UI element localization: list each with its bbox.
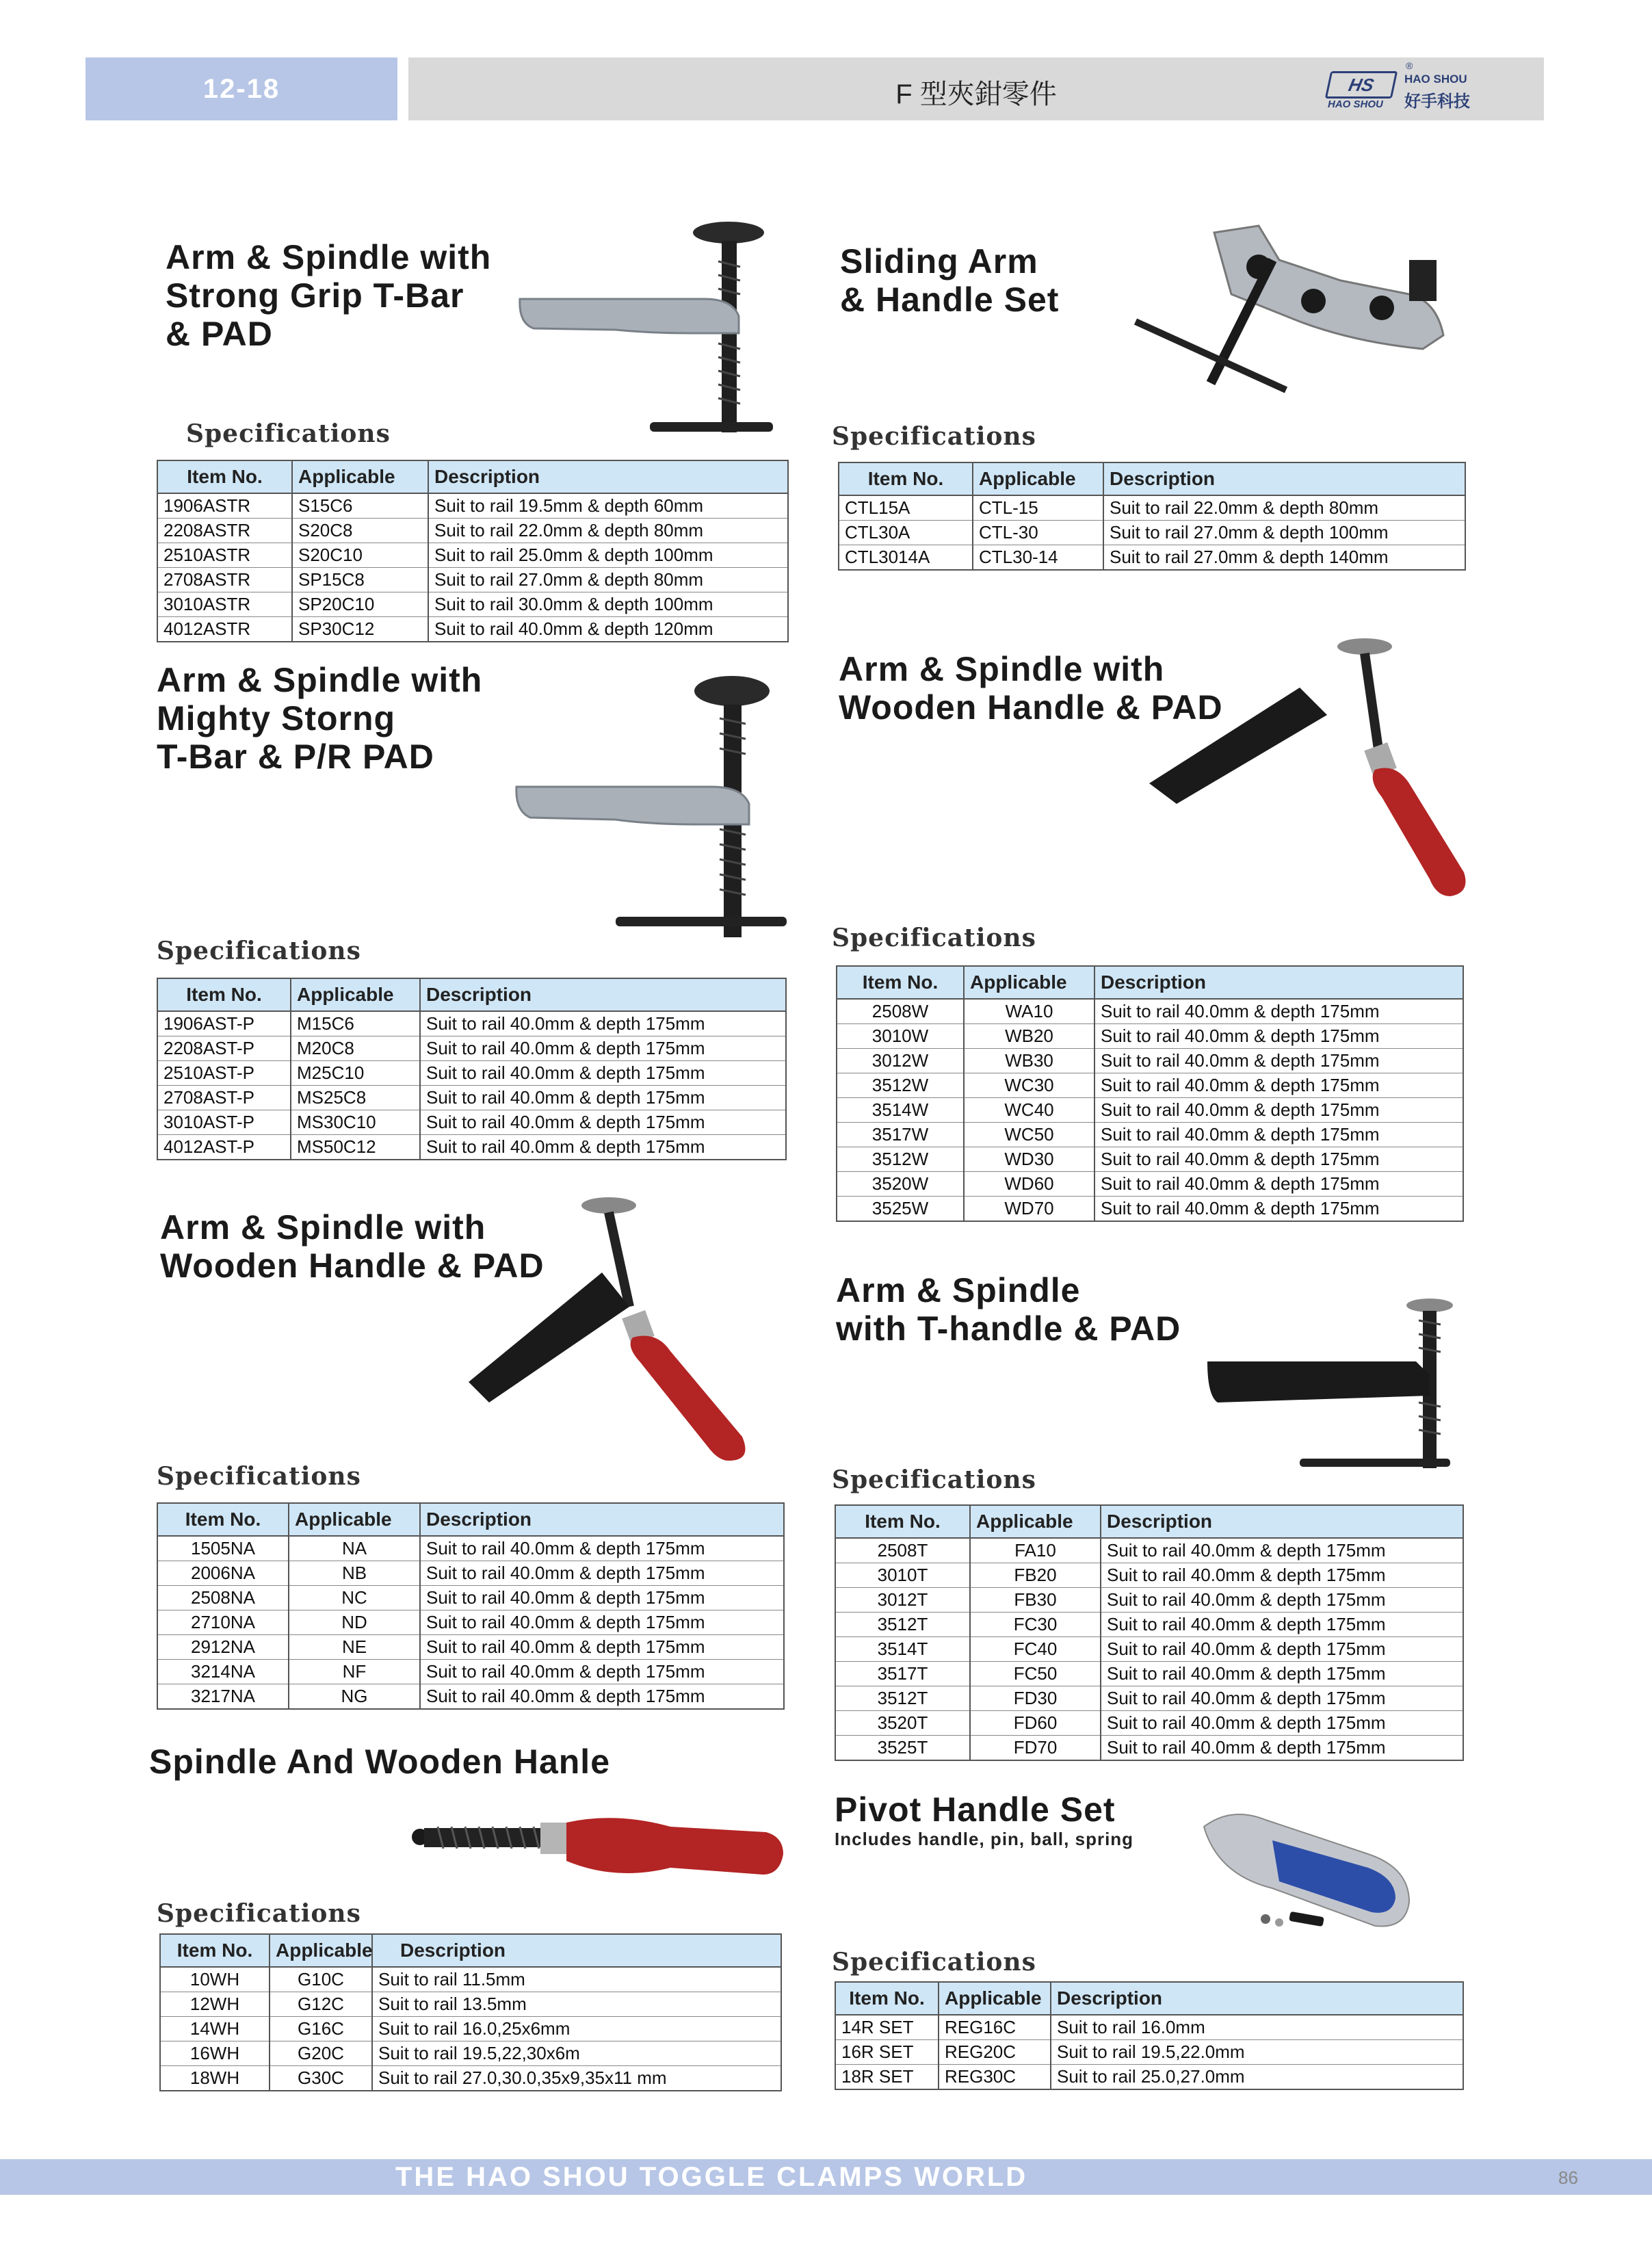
description-cell: Suit to rail 25.0,27.0mm <box>1051 2065 1463 2090</box>
description-cell: Suit to rail 40.0mm & depth 175mm <box>420 1635 784 1660</box>
description-cell: Suit to rail 40.0mm & depth 175mm <box>420 1586 784 1610</box>
description-cell: Suit to rail 40.0mm & depth 175mm <box>420 1660 784 1684</box>
section-title: Sliding Arm & Handle Set <box>840 242 1060 319</box>
applicable-cell: FB20 <box>970 1563 1101 1588</box>
table-row <box>157 617 788 642</box>
item-no-cell: 16R SET <box>835 2040 939 2065</box>
col-header-description: Description <box>372 1934 781 1967</box>
description-cell: Suit to rail 27.0mm & depth 100mm <box>1103 521 1465 545</box>
section-note: Includes handle, pin, ball, spring <box>835 1829 1134 1849</box>
description-cell: Suit to rail 40.0mm & depth 175mm <box>420 1610 784 1635</box>
item-no-cell: 18WH <box>160 2066 270 2091</box>
item-no-cell: 3010W <box>837 1024 964 1049</box>
description-cell: Suit to rail 40.0mm & depth 175mm <box>420 1536 784 1561</box>
item-no-cell: CTL3014A <box>839 545 973 571</box>
item-no-cell: 2006NA <box>157 1561 289 1586</box>
col-header-description: Description <box>1103 462 1465 495</box>
col-header-item: Item No. <box>157 1503 289 1536</box>
table-row <box>157 493 788 519</box>
item-no-cell: 3217NA <box>157 1684 289 1710</box>
table-row <box>157 1011 786 1036</box>
section-title: Spindle And Wooden Hanle <box>149 1743 610 1781</box>
col-header-description: Description <box>420 978 786 1011</box>
item-no-cell: 2208ASTR <box>157 519 292 543</box>
description-cell: Suit to rail 40.0mm & depth 175mm <box>1101 1711 1463 1736</box>
item-no-cell: CTL15A <box>839 495 973 521</box>
description-cell: Suit to rail 40.0mm & depth 175mm <box>1101 1662 1463 1686</box>
spec-table <box>159 1933 782 2091</box>
item-no-cell: 2708ASTR <box>157 568 292 592</box>
description-cell: Suit to rail 40.0mm & depth 175mm <box>1101 1588 1463 1613</box>
applicable-cell: REG20C <box>939 2040 1051 2065</box>
table-row <box>835 1686 1463 1711</box>
item-no-cell: 3517W <box>837 1123 964 1147</box>
item-no-cell: 3010AST-P <box>157 1110 291 1135</box>
table-row <box>835 2040 1463 2065</box>
table-row <box>160 1992 781 2017</box>
section-title: Arm & Spindle with Mighty Storng T-Bar & P/R PAD <box>157 661 483 776</box>
col-header-item: Item No. <box>160 1934 270 1967</box>
table-row <box>835 1613 1463 1637</box>
table-row <box>837 1147 1463 1172</box>
applicable-cell: NC <box>289 1586 420 1610</box>
description-cell: Suit to rail 25.0mm & depth 100mm <box>428 543 788 568</box>
table-row <box>835 1711 1463 1736</box>
sliding-arm-image <box>1053 219 1450 404</box>
spec-label: Specifications <box>832 1465 1036 1494</box>
table-row <box>160 1967 781 1992</box>
table-row <box>157 1135 786 1160</box>
table-row <box>157 1610 784 1635</box>
description-cell: Suit to rail 40.0mm & depth 175mm <box>1101 1538 1463 1563</box>
table-row <box>157 519 788 543</box>
description-cell: Suit to rail 27.0mm & depth 80mm <box>428 568 788 592</box>
description-cell: Suit to rail 40.0mm & depth 175mm <box>420 1061 786 1086</box>
applicable-cell: S15C6 <box>292 493 428 519</box>
item-no-cell: 12WH <box>160 1992 270 2017</box>
spindle-wooden-handle-image <box>410 1813 787 1888</box>
item-no-cell: 2708AST-P <box>157 1086 291 1110</box>
description-cell: Suit to rail 11.5mm <box>372 1967 781 1992</box>
item-no-cell: CTL30A <box>839 521 973 545</box>
col-header-item: Item No. <box>839 462 973 495</box>
applicable-cell: FC30 <box>970 1613 1101 1637</box>
table-row <box>157 1635 784 1660</box>
applicable-cell: CTL-30 <box>973 521 1103 545</box>
col-header-applicable: Applicable <box>289 1503 420 1536</box>
table-row <box>160 2066 781 2091</box>
col-header-description: Description <box>1051 1982 1463 2015</box>
applicable-cell: SP20C10 <box>292 592 428 617</box>
applicable-cell: CTL-15 <box>973 495 1103 521</box>
table-row <box>839 495 1465 521</box>
spec-table <box>835 1981 1464 2090</box>
description-cell: Suit to rail 40.0mm & depth 175mm <box>420 1684 784 1710</box>
col-header-applicable: Applicable <box>973 462 1103 495</box>
spec-label: Specifications <box>157 937 361 965</box>
item-no-cell: 2710NA <box>157 1610 289 1635</box>
item-no-cell: 2510AST-P <box>157 1061 291 1086</box>
table-row <box>837 1024 1463 1049</box>
table-row <box>835 2065 1463 2090</box>
item-no-cell: 3520W <box>837 1172 964 1197</box>
spec-label: Specifications <box>832 422 1036 451</box>
applicable-cell: S20C10 <box>292 543 428 568</box>
section-title: Arm & Spindle with Strong Grip T-Bar & PAD <box>166 238 492 353</box>
col-header-item: Item No. <box>835 1505 970 1538</box>
description-cell: Suit to rail 40.0mm & depth 175mm <box>1094 1098 1463 1123</box>
item-no-cell: 3525T <box>835 1736 970 1761</box>
table-row <box>837 1049 1463 1073</box>
description-cell: Suit to rail 40.0mm & depth 175mm <box>1101 1736 1463 1761</box>
applicable-cell: FD60 <box>970 1711 1101 1736</box>
t-bar-pr-clamp-image <box>513 670 800 958</box>
applicable-cell: REG16C <box>939 2015 1051 2040</box>
table-row <box>157 1536 784 1561</box>
applicable-cell: G30C <box>270 2066 372 2091</box>
applicable-cell: NB <box>289 1561 420 1586</box>
spec-label: Specifications <box>186 419 391 448</box>
item-no-cell: 3517T <box>835 1662 970 1686</box>
table-row <box>157 568 788 592</box>
applicable-cell: FD70 <box>970 1736 1101 1761</box>
spec-table <box>157 978 787 1160</box>
table-row <box>839 545 1465 571</box>
applicable-cell: REG30C <box>939 2065 1051 2090</box>
col-header-applicable: Applicable <box>291 978 420 1011</box>
item-no-cell: 1906AST-P <box>157 1011 291 1036</box>
item-no-cell: 16WH <box>160 2041 270 2066</box>
table-row <box>837 999 1463 1024</box>
description-cell: Suit to rail 22.0mm & depth 80mm <box>1103 495 1465 521</box>
description-cell: Suit to rail 16.0mm <box>1051 2015 1463 2040</box>
wooden-handle-clamp-image <box>1149 626 1478 906</box>
item-no-cell: 2912NA <box>157 1635 289 1660</box>
description-cell: Suit to rail 40.0mm & depth 175mm <box>1094 1024 1463 1049</box>
item-no-cell: 2508NA <box>157 1586 289 1610</box>
spec-table <box>838 462 1466 571</box>
logo-sub: HAO SHOU <box>1328 99 1383 110</box>
item-no-cell: 3514W <box>837 1098 964 1123</box>
applicable-cell: WD60 <box>964 1172 1094 1197</box>
description-cell: Suit to rail 40.0mm & depth 175mm <box>1101 1637 1463 1662</box>
applicable-cell: M15C6 <box>291 1011 420 1036</box>
applicable-cell: WB20 <box>964 1024 1094 1049</box>
spec-label: Specifications <box>832 924 1036 952</box>
header-bar <box>408 57 1544 120</box>
section-title: Arm & Spindle with T-handle & PAD <box>836 1271 1181 1348</box>
item-no-cell: 3214NA <box>157 1660 289 1684</box>
col-header-item: Item No. <box>157 978 291 1011</box>
item-no-cell: 3520T <box>835 1711 970 1736</box>
description-cell: Suit to rail 19.5,22,30x6m <box>372 2041 781 2066</box>
description-cell: Suit to rail 40.0mm & depth 175mm <box>1094 1073 1463 1098</box>
applicable-cell: M20C8 <box>291 1036 420 1061</box>
spec-label: Specifications <box>157 1462 361 1491</box>
description-cell: Suit to rail 40.0mm & depth 175mm <box>1094 1147 1463 1172</box>
item-no-cell: 3012W <box>837 1049 964 1073</box>
col-header-description: Description <box>420 1503 784 1536</box>
item-no-cell: 2510ASTR <box>157 543 292 568</box>
description-cell: Suit to rail 40.0mm & depth 175mm <box>1094 999 1463 1024</box>
page-title: F 型夾鉗零件 <box>895 79 1057 109</box>
applicable-cell: FC50 <box>970 1662 1101 1686</box>
t-bar-clamp-image <box>513 213 780 439</box>
spec-table <box>157 1502 785 1710</box>
table-row <box>835 2015 1463 2040</box>
col-header-applicable: Applicable <box>964 966 1094 999</box>
applicable-cell: ND <box>289 1610 420 1635</box>
col-header-applicable: Applicable <box>970 1505 1101 1538</box>
item-no-cell: 4012ASTR <box>157 617 292 642</box>
description-cell: Suit to rail 40.0mm & depth 175mm <box>420 1086 786 1110</box>
table-row <box>157 1061 786 1086</box>
table-row <box>835 1588 1463 1613</box>
spec-table <box>157 460 789 642</box>
description-cell: Suit to rail 40.0mm & depth 175mm <box>420 1561 784 1586</box>
spec-label: Specifications <box>832 1948 1036 1976</box>
section-title: Arm & Spindle with Wooden Handle & PAD <box>160 1208 545 1285</box>
footer-bar <box>0 2159 1652 2195</box>
item-no-cell: 3525W <box>837 1197 964 1222</box>
description-cell: Suit to rail 40.0mm & depth 175mm <box>1101 1563 1463 1588</box>
item-no-cell: 2208AST-P <box>157 1036 291 1061</box>
description-cell: Suit to rail 40.0mm & depth 175mm <box>1101 1613 1463 1637</box>
applicable-cell: FD30 <box>970 1686 1101 1711</box>
applicable-cell: SP15C8 <box>292 568 428 592</box>
applicable-cell: MS25C8 <box>291 1086 420 1110</box>
table-row <box>837 1172 1463 1197</box>
logo-brand-en: HAO SHOU <box>1404 73 1467 86</box>
item-no-cell: 3512T <box>835 1613 970 1637</box>
logo-mark: HS <box>1325 71 1398 99</box>
applicable-cell: WD30 <box>964 1147 1094 1172</box>
col-header-applicable: Applicable <box>292 460 428 493</box>
col-header-item: Item No. <box>157 460 292 493</box>
table-row <box>837 1098 1463 1123</box>
applicable-cell: FB30 <box>970 1588 1101 1613</box>
logo-brand-cn: 好手科技 <box>1404 92 1470 111</box>
table-row <box>835 1736 1463 1761</box>
item-no-cell: 2508W <box>837 999 964 1024</box>
applicable-cell: G16C <box>270 2017 372 2041</box>
table-row <box>157 1561 784 1586</box>
brand-logo <box>1328 60 1478 111</box>
item-no-cell: 1505NA <box>157 1536 289 1561</box>
table-row <box>157 543 788 568</box>
applicable-cell: MS50C12 <box>291 1135 420 1160</box>
item-no-cell: 3010T <box>835 1563 970 1588</box>
applicable-cell: CTL30-14 <box>973 545 1103 571</box>
item-no-cell: 3514T <box>835 1637 970 1662</box>
section-title: Pivot Handle Set <box>835 1790 1116 1829</box>
applicable-cell: NA <box>289 1536 420 1561</box>
table-row <box>837 1123 1463 1147</box>
item-no-cell: 1906ASTR <box>157 493 292 519</box>
applicable-cell: WC40 <box>964 1098 1094 1123</box>
description-cell: Suit to rail 22.0mm & depth 80mm <box>428 519 788 543</box>
table-row <box>160 2041 781 2066</box>
table-row <box>835 1563 1463 1588</box>
item-no-cell: 3010ASTR <box>157 592 292 617</box>
description-cell: Suit to rail 40.0mm & depth 175mm <box>420 1135 786 1160</box>
description-cell: Suit to rail 40.0mm & depth 175mm <box>420 1036 786 1061</box>
description-cell: Suit to rail 27.0,30.0,35x9,35x11 mm <box>372 2066 781 2091</box>
table-row <box>157 1036 786 1061</box>
table-row <box>157 1110 786 1135</box>
footer-text: THE HAO SHOU TOGGLE CLAMPS WORLD <box>395 2162 1028 2192</box>
col-header-item: Item No. <box>835 1982 939 2015</box>
col-header-description: Description <box>1101 1505 1463 1538</box>
table-row <box>157 1586 784 1610</box>
page-number: 86 <box>1558 2167 1578 2188</box>
t-handle-clamp-image <box>1204 1293 1464 1485</box>
item-no-cell: 4012AST-P <box>157 1135 291 1160</box>
applicable-cell: NG <box>289 1684 420 1710</box>
item-no-cell: 2508T <box>835 1538 970 1563</box>
pivot-handle-image <box>1190 1792 1423 1998</box>
description-cell: Suit to rail 13.5mm <box>372 1992 781 2017</box>
applicable-cell: G10C <box>270 1967 372 1992</box>
description-cell: Suit to rail 40.0mm & depth 175mm <box>420 1011 786 1036</box>
applicable-cell: M25C10 <box>291 1061 420 1086</box>
description-cell: Suit to rail 19.5mm & depth 60mm <box>428 493 788 519</box>
table-row <box>835 1637 1463 1662</box>
description-cell: Suit to rail 40.0mm & depth 175mm <box>1094 1049 1463 1073</box>
item-no-cell: 3012T <box>835 1588 970 1613</box>
applicable-cell: WC50 <box>964 1123 1094 1147</box>
description-cell: Suit to rail 40.0mm & depth 175mm <box>1101 1686 1463 1711</box>
table-row <box>837 1197 1463 1222</box>
table-row <box>835 1662 1463 1686</box>
description-cell: Suit to rail 40.0mm & depth 175mm <box>420 1110 786 1135</box>
table-row <box>157 1086 786 1110</box>
applicable-cell: G12C <box>270 1992 372 2017</box>
item-no-cell: 18R SET <box>835 2065 939 2090</box>
item-no-cell: 3512W <box>837 1073 964 1098</box>
applicable-cell: WC30 <box>964 1073 1094 1098</box>
spec-table <box>835 1504 1464 1761</box>
table-row <box>157 1684 784 1710</box>
applicable-cell: WD70 <box>964 1197 1094 1222</box>
item-no-cell: 3512W <box>837 1147 964 1172</box>
applicable-cell: WA10 <box>964 999 1094 1024</box>
col-header-item: Item No. <box>837 966 964 999</box>
col-header-description: Description <box>1094 966 1463 999</box>
item-no-cell: 14R SET <box>835 2015 939 2040</box>
spec-label: Specifications <box>157 1899 361 1928</box>
applicable-cell: WB30 <box>964 1049 1094 1073</box>
logo-registered: ® <box>1406 60 1413 71</box>
applicable-cell: FA10 <box>970 1538 1101 1563</box>
page-code: 12-18 <box>86 57 397 120</box>
col-header-description: Description <box>428 460 788 493</box>
wooden-handle-clamp-image <box>465 1190 794 1464</box>
col-header-applicable: Applicable <box>270 1934 372 1967</box>
item-no-cell: 10WH <box>160 1967 270 1992</box>
table-row <box>157 1660 784 1684</box>
description-cell: Suit to rail 16.0,25x6mm <box>372 2017 781 2041</box>
table-row <box>157 592 788 617</box>
col-header-applicable: Applicable <box>939 1982 1051 2015</box>
table-row <box>837 1073 1463 1098</box>
spec-table <box>836 965 1464 1222</box>
applicable-cell: G20C <box>270 2041 372 2066</box>
section-title: Arm & Spindle with Wooden Handle & PAD <box>839 650 1223 727</box>
description-cell: Suit to rail 40.0mm & depth 175mm <box>1094 1123 1463 1147</box>
applicable-cell: S20C8 <box>292 519 428 543</box>
applicable-cell: SP30C12 <box>292 617 428 642</box>
item-no-cell: 14WH <box>160 2017 270 2041</box>
table-row <box>839 521 1465 545</box>
table-row <box>160 2017 781 2041</box>
description-cell: Suit to rail 19.5,22.0mm <box>1051 2040 1463 2065</box>
table-row <box>835 1538 1463 1563</box>
description-cell: Suit to rail 30.0mm & depth 100mm <box>428 592 788 617</box>
description-cell: Suit to rail 40.0mm & depth 175mm <box>1094 1172 1463 1197</box>
applicable-cell: NF <box>289 1660 420 1684</box>
item-no-cell: 3512T <box>835 1686 970 1711</box>
description-cell: Suit to rail 27.0mm & depth 140mm <box>1103 545 1465 571</box>
description-cell: Suit to rail 40.0mm & depth 175mm <box>1094 1197 1463 1222</box>
applicable-cell: NE <box>289 1635 420 1660</box>
applicable-cell: MS30C10 <box>291 1110 420 1135</box>
applicable-cell: FC40 <box>970 1637 1101 1662</box>
description-cell: Suit to rail 40.0mm & depth 120mm <box>428 617 788 642</box>
